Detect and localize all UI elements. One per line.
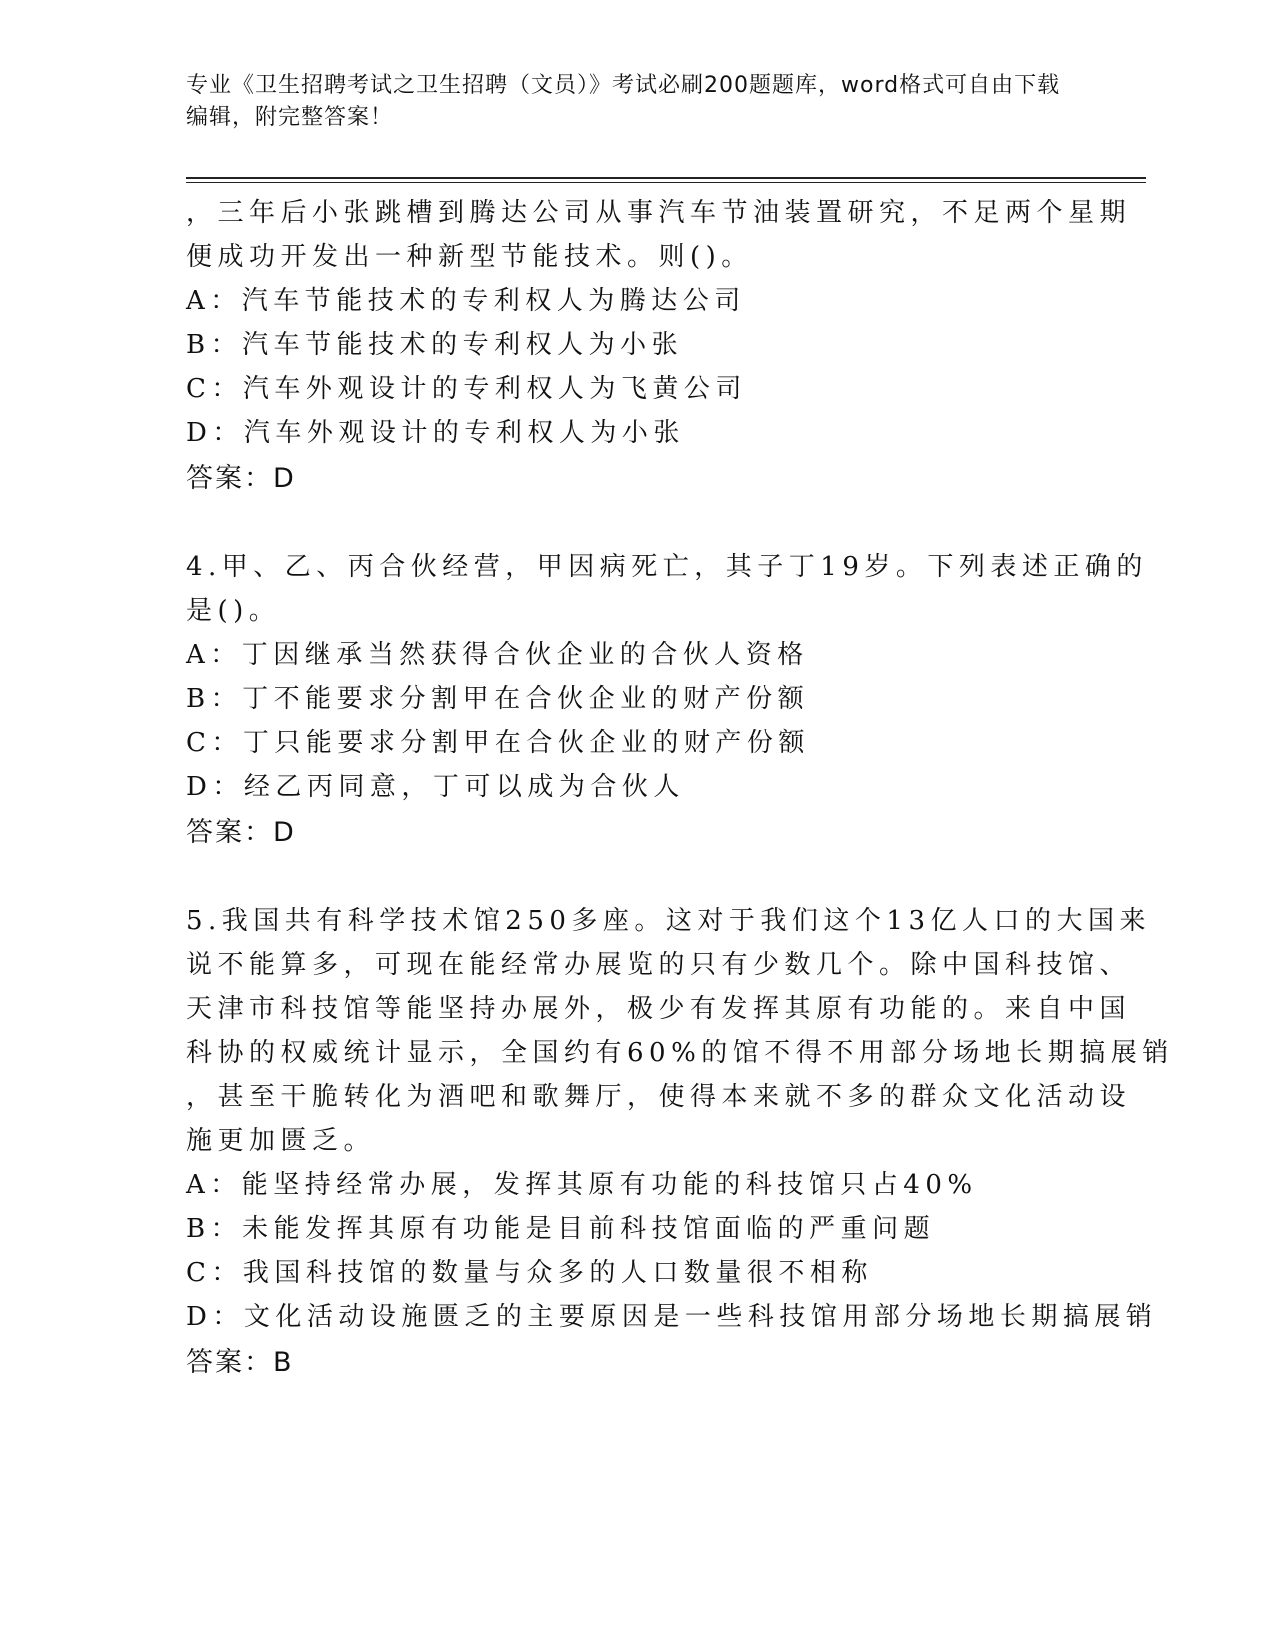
question-5-option-a: A：能坚持经常办展，发挥其原有功能的科技馆只占40%: [186, 1170, 978, 1200]
question-3-option-a: A：汽车节能技术的专利权人为腾达公司: [186, 286, 746, 316]
question-4-stem-line-2: 是()。: [186, 596, 281, 626]
question-5-answer: 答案：B: [186, 1347, 294, 1378]
header-divider-thick: [186, 177, 1146, 179]
question-5-stem-line-4: 科协的权威统计显示，全国约有60%的馆不得不用部分场地长期搞展销: [186, 1038, 1174, 1068]
question-4-answer: 答案：D: [186, 817, 296, 848]
question-4-stem-line-1: 4.甲、乙、丙合伙经营，甲因病死亡，其子丁19岁。下列表述正确的: [186, 552, 1148, 582]
question-4-option-a: A：丁因继承当然获得合伙企业的合伙人资格: [186, 640, 809, 670]
question-3-answer: 答案：D: [186, 463, 296, 494]
question-4-option-b: B：丁不能要求分割甲在合伙企业的财产份额: [186, 684, 810, 714]
question-3-option-c: C：汽车外观设计的专利权人为飞黄公司: [186, 374, 747, 404]
question-5-option-b: B：未能发挥其原有功能是目前科技馆面临的严重问题: [186, 1214, 936, 1244]
question-4-option-c: C：丁只能要求分割甲在合伙企业的财产份额: [186, 728, 810, 758]
document-header: 专业《卫生招聘考试之卫生招聘（文员）》考试必刷200题题库，word格式可自由下载编辑，附完整答案！: [186, 73, 1061, 130]
question-5-option-d: D：文化活动设施匮乏的主要原因是一些科技馆用部分场地长期搞展销: [186, 1302, 1158, 1332]
question-5-stem-line-1: 5.我国共有科学技术馆250多座。这对于我们这个13亿人口的大国来: [186, 906, 1152, 936]
question-3-stem-line-2: 便成功开发出一种新型节能技术。则()。: [186, 242, 753, 272]
question-3-stem-line-1: ，三年后小张跳槽到腾达公司从事汽车节油装置研究，不足两个星期: [186, 198, 1132, 228]
question-4-option-d: D：经乙丙同意，丁可以成为合伙人: [186, 772, 685, 802]
question-5-stem-line-2: 说不能算多，可现在能经常办展览的只有少数几个。除中国科技馆、: [186, 950, 1132, 980]
question-3-option-b: B：汽车节能技术的专利权人为小张: [186, 330, 684, 360]
question-5-stem-line-6: 施更加匮乏。: [186, 1126, 376, 1156]
question-3-option-d: D：汽车外观设计的专利权人为小张: [186, 418, 685, 448]
question-5-stem-line-5: ，甚至干脆转化为酒吧和歌舞厅，使得本来就不多的群众文化活动设: [186, 1082, 1132, 1112]
question-5-option-c: C：我国科技馆的数量与众多的人口数量很不相称: [186, 1258, 873, 1288]
question-5-stem-line-3: 天津市科技馆等能坚持办展外，极少有发挥其原有功能的。来自中国: [186, 994, 1132, 1024]
header-divider-thin: [186, 182, 1146, 183]
